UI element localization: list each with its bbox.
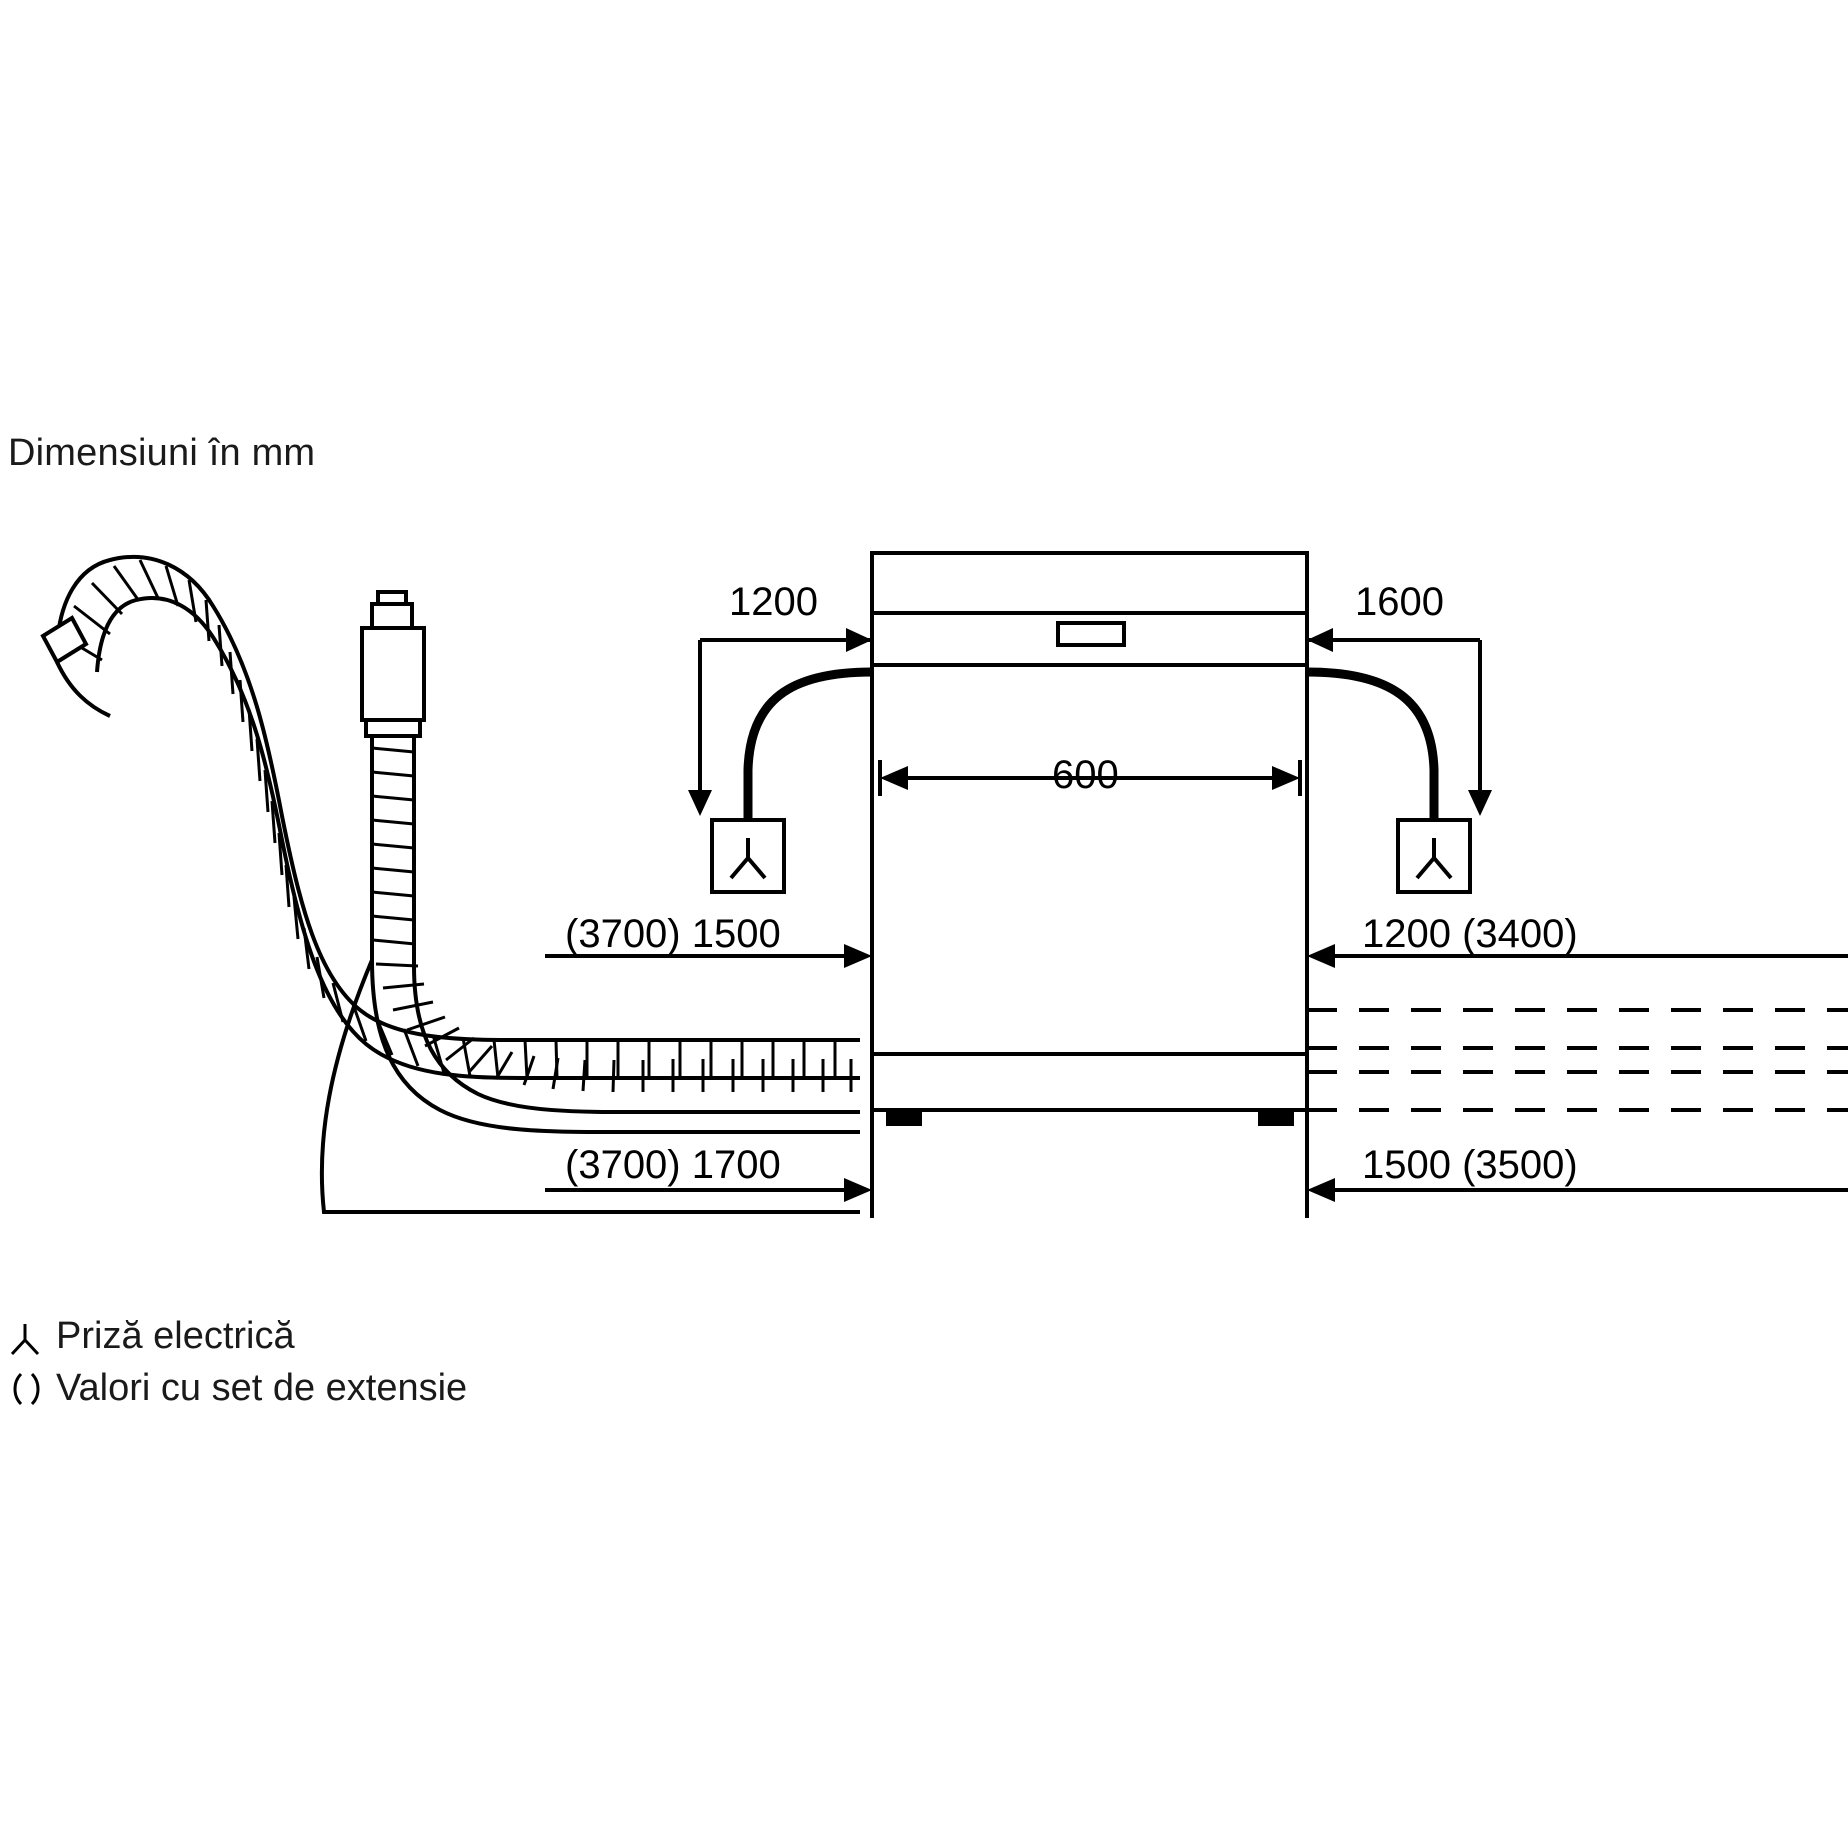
dim-label-mid-right: 1200 (3400) (1362, 912, 1578, 956)
legend-label-socket: Priză electrică (56, 1315, 295, 1357)
dim-label-mid-left: (3700) 1500 (565, 912, 781, 956)
aquastop-inlet-hose (322, 592, 860, 1212)
dim-label-top-right: 1600 (1355, 580, 1444, 624)
dim-label-bottom-left: (3700) 1700 (565, 1143, 781, 1187)
socket-box-left (712, 820, 784, 892)
power-cord-left (748, 672, 872, 818)
power-cord-right (1307, 672, 1434, 818)
dim-label-width: 600 (1052, 753, 1119, 797)
power-socket-icon (8, 1316, 42, 1356)
dim-label-bottom-right: 1500 (3500) (1362, 1143, 1578, 1187)
legend-item-extension (8, 1362, 467, 1414)
dim-arrow-1600-right (1307, 628, 1492, 816)
drain-hose-upper (43, 557, 860, 1078)
dim-label-top-left: 1200 (729, 580, 818, 624)
legend (8, 1310, 467, 1414)
dishwasher-outline (872, 553, 1307, 1126)
parenthesis-icon (8, 1368, 42, 1408)
socket-box-right (1398, 820, 1470, 892)
right-hoses (1307, 1010, 1848, 1110)
legend-item-socket (8, 1310, 467, 1362)
dim-arrow-1200-left (688, 628, 872, 816)
legend-label-extension: Valori cu set de extensie (56, 1367, 468, 1409)
page-title: Dimensiuni în mm (8, 432, 316, 474)
